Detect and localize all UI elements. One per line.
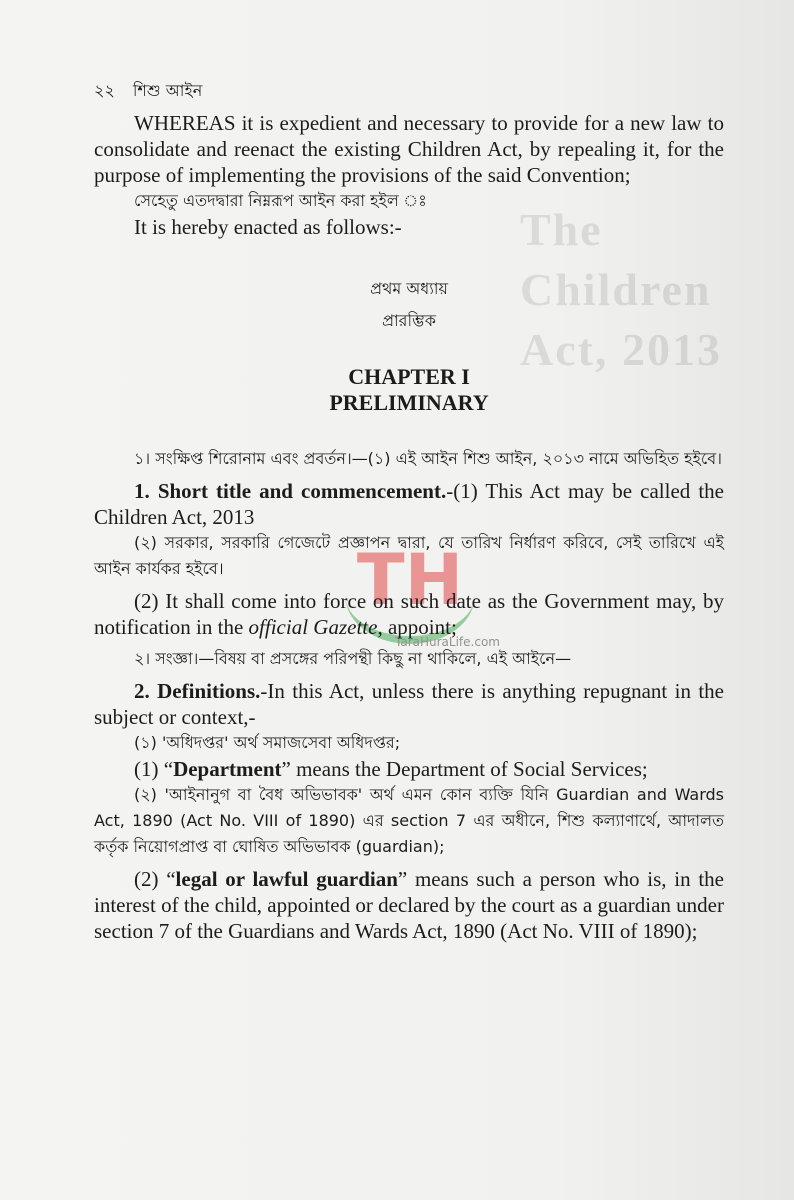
section-1-2-en — [94, 588, 724, 640]
section-1-bn: ১। সংক্ষিপ্ত শিরোনাম এবং প্রবর্তন।—(১) এই আইন শিশু আইন, ২০১৩ নামে অভিহিত হইবে। — [134, 449, 722, 468]
definition-2-open: (2) “ — [134, 867, 176, 891]
section-2-title: 2. Definitions. — [134, 679, 261, 703]
section-1-title: 1. Short title and commencement. — [134, 479, 447, 503]
preamble-enact-bn: সেহেতু এতদদ্বারা নিম্নরূপ আইন করা হইল ঃ — [134, 191, 427, 210]
section-1-en — [94, 478, 724, 530]
preamble-whereas: WHEREAS it is expedient and necessary to provide for a new law to consolidate and reenact the existing Children Act, by repealing it, for the purpose of implementing the provisions of the said Convention; — [94, 111, 724, 187]
definition-1-bn: (১) 'অধিদপ্তর' অর্থ সমাজসেবা অধিদপ্তর; — [134, 733, 401, 752]
preamble-enact-en: It is hereby enacted as follows:- — [134, 215, 402, 239]
definition-1-text: ” means the Department of Social Services; — [281, 757, 648, 781]
definition-1-en — [94, 756, 724, 782]
section-2-text: -In this Act, unless there is anything repugnant in the subject or context,- — [94, 679, 724, 729]
page-number: ২২ — [94, 81, 115, 100]
chapter-subheading-bn: প্রারম্ভিক — [382, 311, 436, 330]
definition-2-term: legal or lawful guardian — [175, 867, 398, 891]
section-1-2-bn: (২) সরকার, সরকারি গেজেটে প্রজ্ঞাপন দ্বারা, যে তারিখ নির্ধারণ করিবে, সেই তারিখে এই আইন কার্যকর হইবে। — [94, 533, 724, 578]
running-title: শিশু আইন — [132, 81, 203, 100]
chapter-heading-bn: প্রথম অধ্যায় — [370, 279, 448, 298]
page-content — [94, 78, 724, 944]
chapter-subheading-en: PRELIMINARY — [329, 390, 489, 415]
definition-2-text: ” means such a person who is, in the interest of the child, appointed or declared by the court as a guardian under section 7 of the Guardians and Wards Act, 1890 (Act No. VIII of 1890); — [94, 867, 724, 943]
section-2-bn: ২। সংজ্ঞা।—বিষয় বা প্রসঙ্গের পরিপন্থী কিছু না থাকিলে, এই আইনে— — [134, 649, 572, 668]
running-header — [94, 78, 724, 104]
watermark-url: TaraHuraLife.com — [395, 635, 500, 649]
chapter-heading-en: CHAPTER I — [348, 364, 470, 389]
definition-1-term: Department — [173, 757, 282, 781]
definition-2-en — [94, 866, 724, 944]
section-1-2-text-a: (2) It shall come into force on such date as the Government may, by notification in the — [94, 589, 724, 639]
official-gazette-italic: official Gazette — [248, 615, 378, 639]
bleed-through-title: The Children Act, 2013 — [520, 204, 722, 375]
definition-1-open: (1) “ — [134, 757, 174, 781]
watermark-logo-text: TH — [356, 539, 464, 621]
section-1-2-text-b: , appoint; — [377, 615, 457, 639]
section-2-en — [94, 678, 724, 730]
section-1-text: -(1) This Act may be called the Children Act, 2013 — [94, 479, 724, 529]
definition-2-bn: (২) 'আইনানুগ বা বৈধ অভিভাবক' অর্থ এমন কোন ব্যক্তি যিনি Guardian and Wards Act, 1890 (Act No. VIII of 1890) এর section 7 এর অধীনে, শিশু কল্যাণার্থে, আদালত কর্তৃক নিয়োগপ্রাপ্ত বা ঘোষিত অভিভাবক (guardian); — [94, 785, 724, 856]
